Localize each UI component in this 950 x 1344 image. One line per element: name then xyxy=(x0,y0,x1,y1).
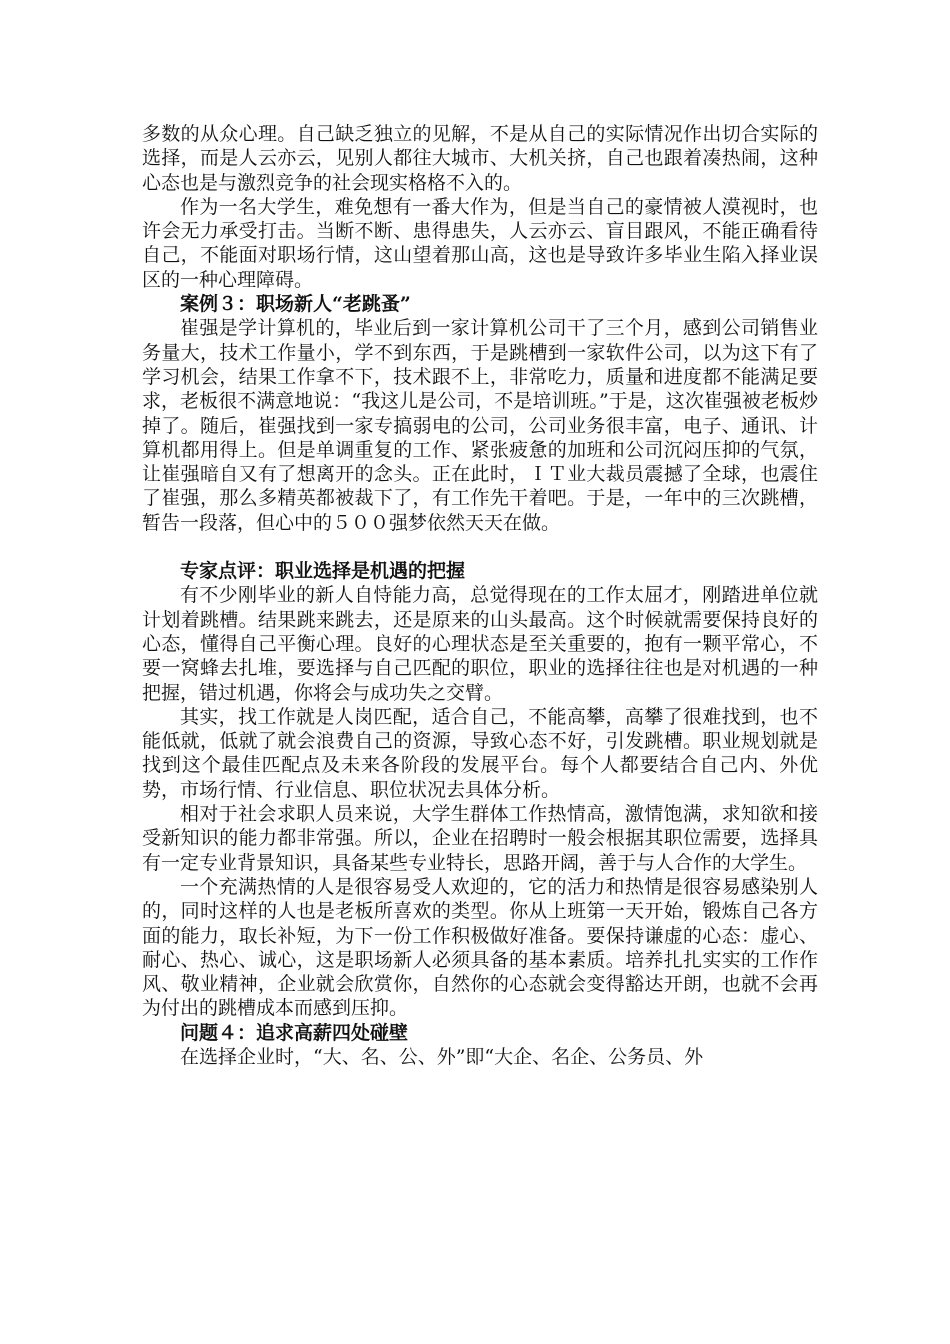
heading-question-4: 问题４：追求高薪四处碰壁 xyxy=(180,1021,409,1044)
paragraph-student-strengths: 相对于社会求职人员来说，大学生群体工作热情高，激情饱满，求知欲和接受新知识的能力都非常强。所以，企业在招聘时一般会根据其职位需要，选择具有一定专业背景知识，具备某些专业特长，思路开阔，善于与人合作的大学生。 xyxy=(142,803,818,874)
paragraph-job-matching: 其实，找工作就是人岗匹配，适合自己，不能高攀，高攀了很难找到，也不能低就，低就了就会浪费自己的资源，导致心态不好，引发跳槽。职业规划就是找到这个最佳匹配点及未来各阶段的发展平台。每个人都要结合自己内、外优势，市场行情、行业信息、职位状况去具体分析。 xyxy=(142,705,818,801)
paragraph-job-hopping: 有不少刚毕业的新人自恃能力高，总觉得现在的工作太屈才，刚踏进单位就计划着跳槽。结果跳来跳去，还是原来的山头最高。这个时候就需要保持良好的心态，懂得自己平衡心理。良好的心理状态是至关重要的，抱有一颗平常心，不要一窝蜂去扎堆，要选择与自己匹配的职位，职业的选择往往也是对机遇的一种把握，错过机遇，你将会与成功失之交臂。 xyxy=(142,584,818,704)
heading-expert-comment: 专家点评：职业选择是机遇的把握 xyxy=(180,560,466,583)
paragraph-choosing-company: 在选择企业时，“大、名、公、外”即“大企、名企、公务员、外 xyxy=(180,1045,704,1068)
blank-line xyxy=(142,535,818,559)
paragraph-conformity: 多数的从众心理。自己缺乏独立的见解，不是从自己的实际情况作出切合实际的选择，而是人云亦云，见别人都往大城市、大机关挤，自己也跟着凑热闹，这种心态也是与激烈竞争的社会现实格格不入的。 xyxy=(142,123,818,194)
paragraph-cui-qiang-story: 崔强是学计算机的，毕业后到一家计算机公司干了三个月，感到公司销售业务量大，技术工作量小，学不到东西，于是跳槽到一家软件公司，以为这下有了学习机会，结果工作拿不下，技术跟不上，非常吃力，质量和进度都不能满足要求，老板很不满意地说：“我这儿是公司，不是培训班。”于是，这次崔强被老板炒掉了。随后，崔强找到一家专搞弱电的公司，公司业务很丰富，电子、通讯、计算机都用得上。但是单调重复的工作、紧张疲惫的加班和公司沉闷压抑的气氛，让崔强暗自又有了想离开的念头。正在此时，ＩＴ业大裁员震撼了全球，也震住了崔强，那么多精英都被裁下了，有工作先干着吧。于是，一年中的三次跳槽，暂告一段落，但心中的５００强梦依然天天在做。 xyxy=(142,317,818,534)
paragraph-enthusiasm: 一个充满热情的人是很容易受人欢迎的，它的活力和热情是很容易感染别人的，同时这样的人也是老板所喜欢的类型。你从上班第一天开始，锻炼自己各方面的能力，取长补短，为下一份工作积极做好准备。要保持谦虚的心态：虚心、耐心、热心、诚心，这是职场新人必须具备的基本素质。培养扎扎实实的工作作风、敬业精神，企业就会欣赏你，自然你的心态就会变得豁达开朗，也就不会再为付出的跳槽成本而感到压抑。 xyxy=(142,875,818,1020)
heading-case-3: 案例３：职场新人“老跳蚤” xyxy=(180,293,411,316)
paragraph-student-ambition: 作为一名大学生，难免想有一番大作为，但是当自己的豪情被人漠视时，也许会无力承受打击。当断不断、患得患失，人云亦云、盲目跟风，不能正确看待自己，不能面对职场行情，这山望着那山高，这也是导致许多毕业生陷入择业误区的一种心理障碍。 xyxy=(142,195,818,291)
document-page xyxy=(142,122,818,1069)
